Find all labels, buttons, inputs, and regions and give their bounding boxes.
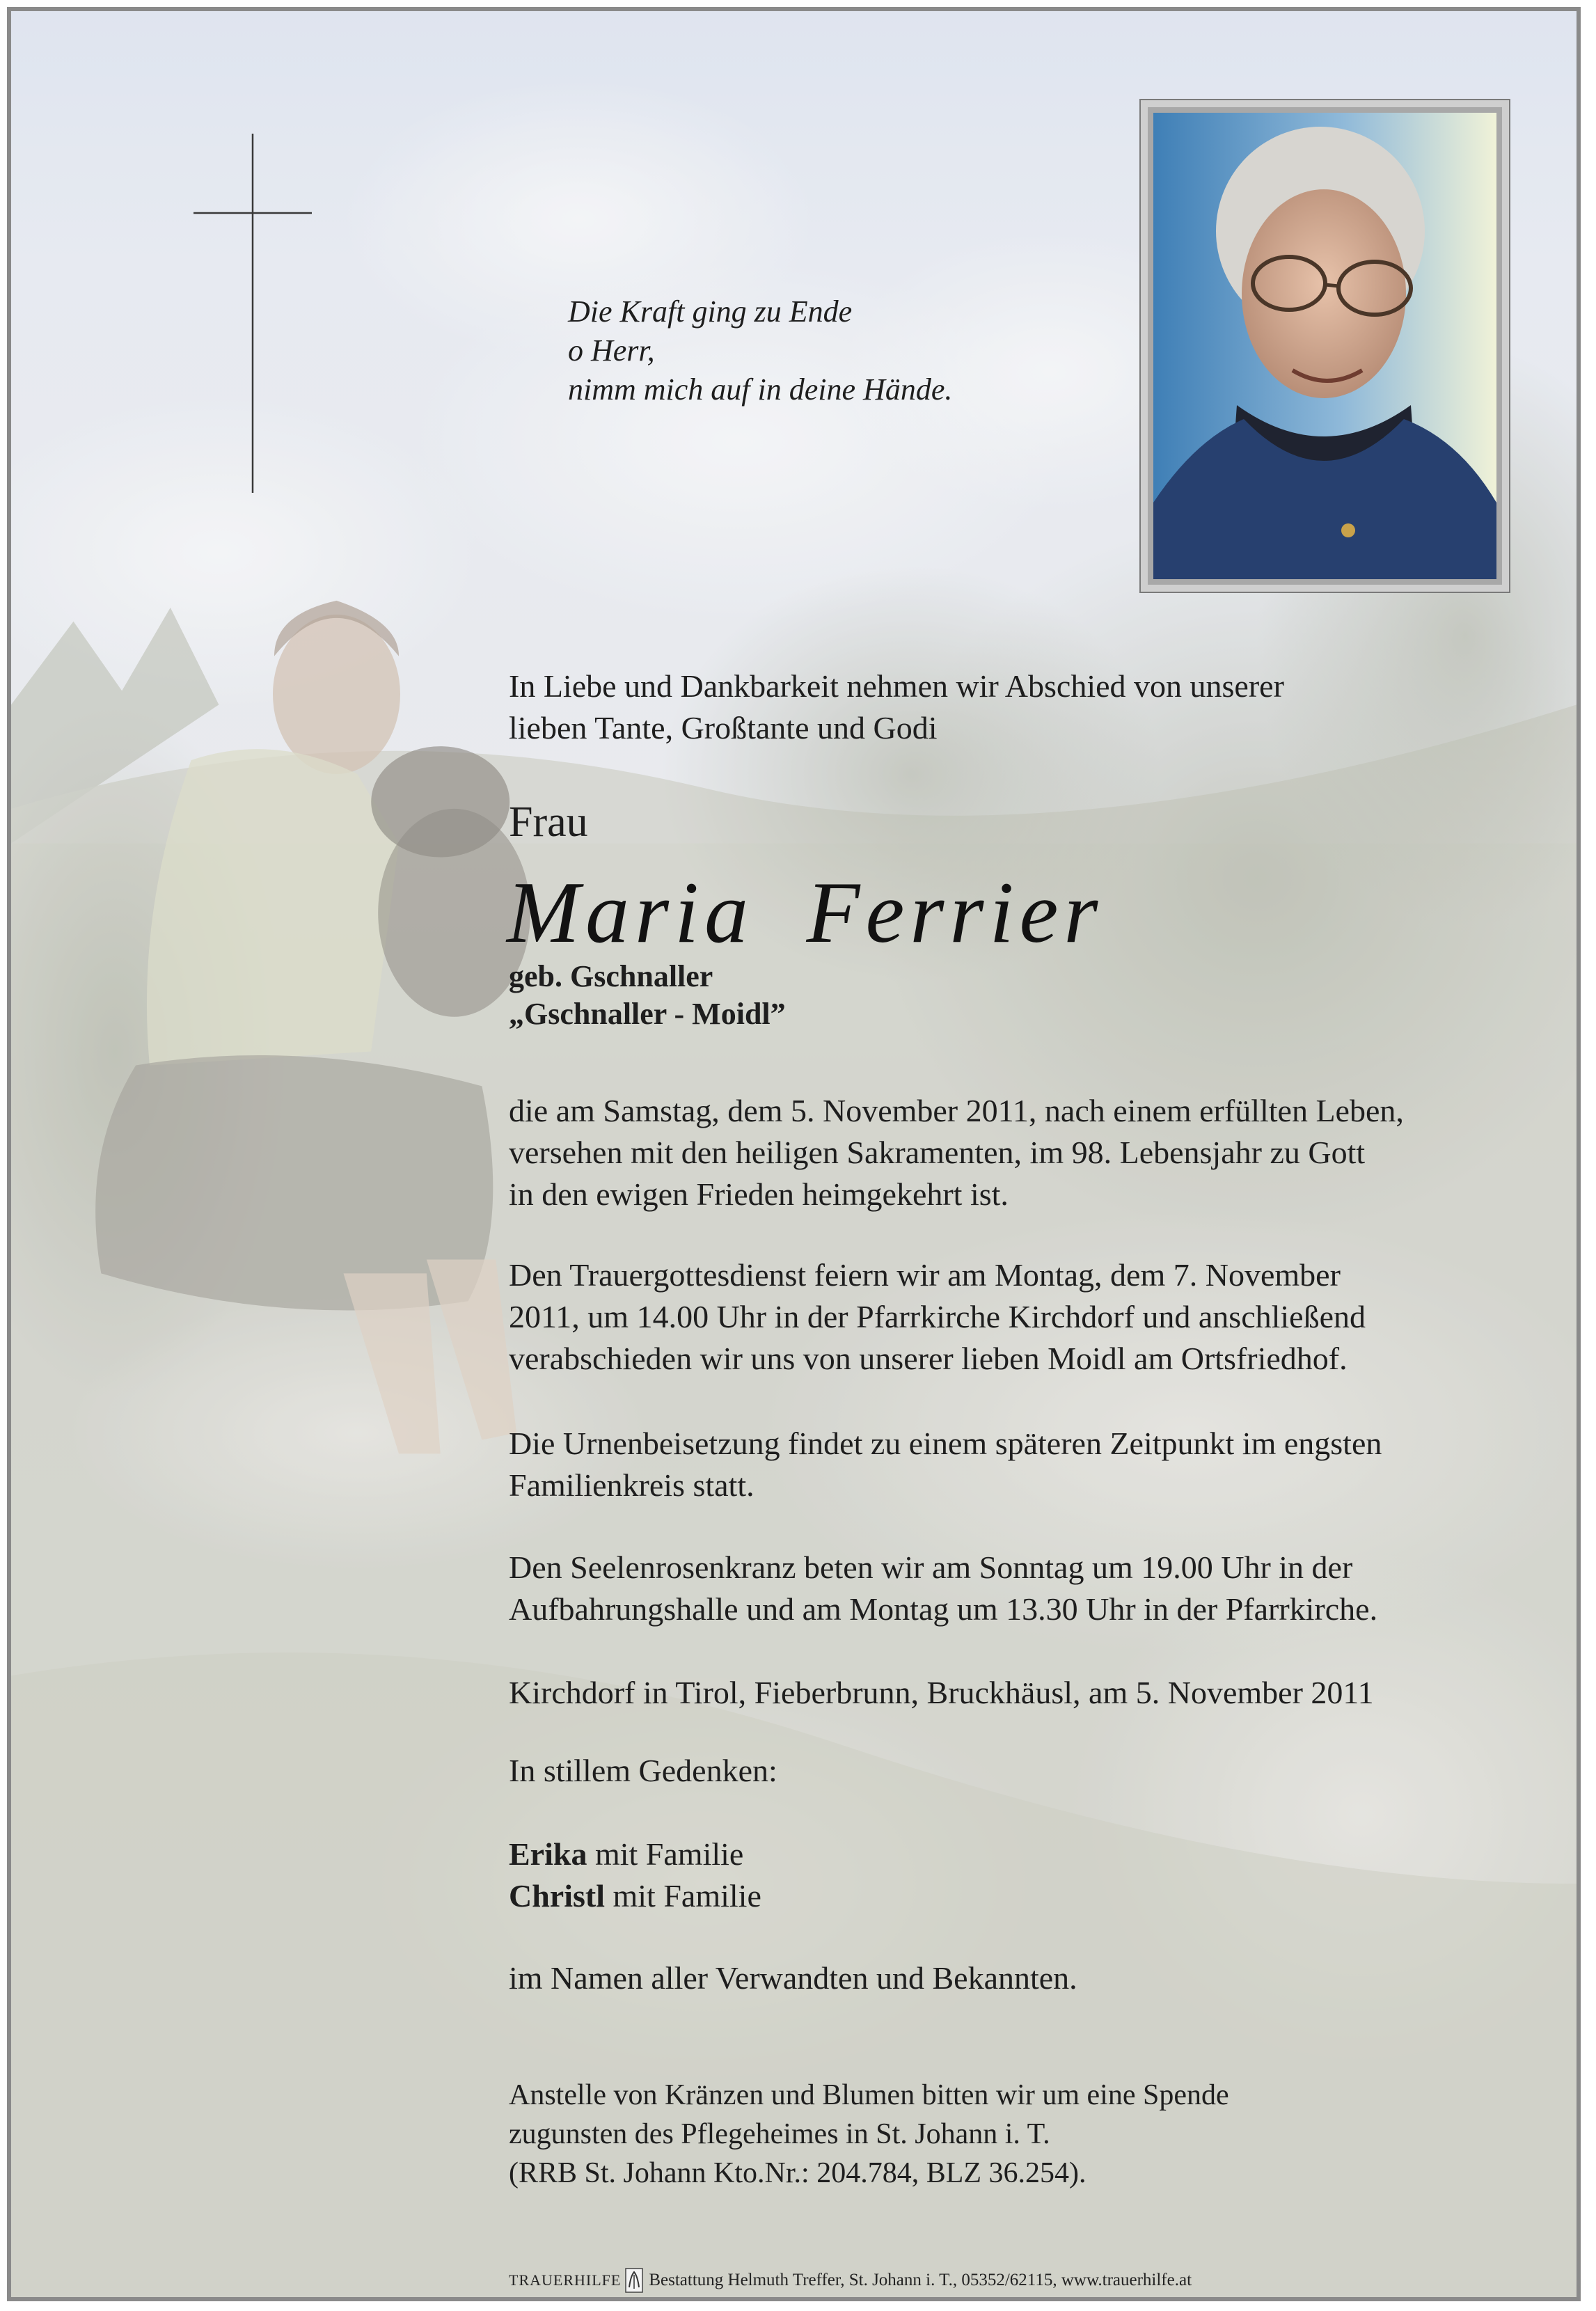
footer <box>509 2268 1192 2293</box>
verse-line: nimm mich auf in deine Hände. <box>568 372 953 407</box>
place-date: Kirchdorf in Tirol, Fieberbrunn, Bruckhäusl, am 5. November 2011 <box>509 1675 1374 1710</box>
deceased-name: Maria Ferrier <box>507 865 1104 961</box>
trauerhilfe-logo-icon <box>625 2268 643 2293</box>
urn-paragraph: Die Urnenbeisetzung findet zu einem späteren Zeitpunkt im engsten Familienkreis statt. <box>509 1426 1382 1503</box>
rosary-paragraph: Den Seelenrosenkranz beten wir am Sonntag um 19.00 Uhr in der Aufbahrungshalle und am Montag um 13.30 Uhr in der Pfarrkirche. <box>509 1549 1378 1627</box>
mourner: Christl mit Familie <box>509 1878 761 1914</box>
cross-icon <box>193 134 312 493</box>
death-paragraph: die am Samstag, dem 5. November 2011, nach einem erfüllten Leben, versehen mit den heiligen Sakramenten, im 98. Lebensjahr zu Gott in den ewigen Frieden heimgekehrt ist. <box>509 1093 1404 1212</box>
verse-line: o Herr, <box>568 333 655 368</box>
birth-name-block <box>509 958 786 1033</box>
remembrance-heading: In stillem Gedenken: <box>509 1753 777 1788</box>
obituary-frame <box>7 7 1581 2301</box>
footer-text: Bestattung Helmuth Treffer, St. Johann i. T., 05352/62115, www.trauerhilfe.at <box>649 2271 1192 2289</box>
salutation: Frau <box>509 798 588 846</box>
mourners-list <box>509 1833 761 1917</box>
portrait-frame <box>1139 99 1510 593</box>
verse-line: Die Kraft ging zu Ende <box>568 294 853 329</box>
footer-brand: TRAUERHILFE <box>509 2271 622 2289</box>
donation-paragraph: Anstelle von Kränzen und Blumen bitten wir um eine Spende zugunsten des Pflegeheimes in St. Johann i. T. (RRB St. Johann Kto.Nr.: 204.784, BLZ 36.254). <box>509 2079 1229 2189</box>
birth-name: geb. Gschnaller <box>509 959 713 993</box>
mourner: Erika mit Familie <box>509 1836 744 1872</box>
nickname: „Gschnaller - Moidl” <box>509 997 786 1031</box>
portrait-photo <box>1153 113 1496 579</box>
intro-text: In Liebe und Dankbarkeit nehmen wir Abschied von unserer lieben Tante, Großtante und Godi <box>509 668 1284 746</box>
relatives-line: im Namen aller Verwandten und Bekannten. <box>509 1960 1077 1996</box>
service-paragraph: Den Trauergottesdienst feiern wir am Montag, dem 7. November 2011, um 14.00 Uhr in der Pfarrkirche Kirchdorf und anschließend verabschieden wir uns von unserer lieben Moidl am Ortsfriedhof. <box>509 1257 1366 1376</box>
verse <box>568 292 1097 409</box>
